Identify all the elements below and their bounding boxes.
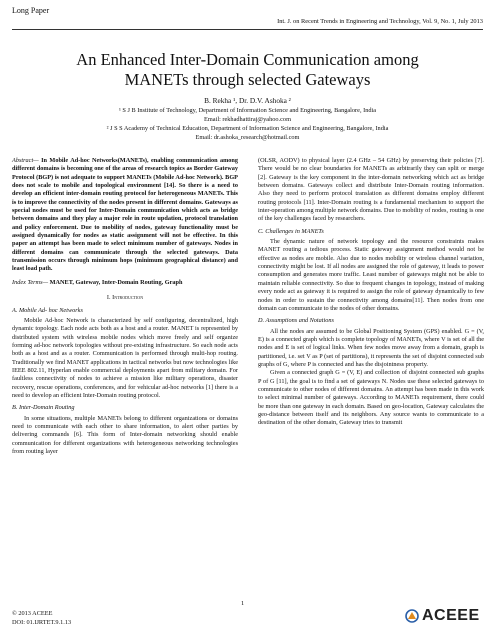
abstract (12, 157, 238, 274)
header-divider (12, 29, 483, 30)
paragraph-a: Mobile Ad-hoc Network is characterized by self configuring, decentralized, high dynamic topology. Each node acts both as a host and a router. MANET is represented by distributed system with wireless mobile nodes which move freely and self organize forming ad-hoc network topologies without pre-existing infrastructure. So each node acts both as a host and as a router. Communication is performed through multi-hop routing. Traditionally we find MANET applications in tactical networks but now technologies like IEEE 802.11, Hyperlan enable commercial deployments apart from military domain. For faultless connectivity of nodes to achieve a mission like military operations, disaster recovery, rescue operations, conferences, and for vehicular ad-hoc networks [1] there is a need to develop an efficient Inter-Domain routing protocol. (12, 316, 238, 399)
paragraph-c: The dynamic nature of network topology and the resource constraints makes MANET routing a tedious process. Static gateway assignment method would not be effective as nodes are mobile. Also due to nodes mobility or wireless channel variation, connectivity might be lost. If all nodes are assigned the role of gateway, it leads to power consumption and generates more traffic. Least number of gateways might not be able to maintain reliable connectivity. So due to frequent changes in topology, instead of making every node act as gateway it is required to assign the role of gateway dynamically to few nodes in order to sustain the connectivity among domains[11]. Then nodes from one domain can communicate to the nodes of other domains. (258, 238, 484, 312)
header-label: Long Paper (12, 6, 50, 15)
doi-identifier: DOI: 01.IJRTET.9.1.13 (12, 619, 72, 626)
page-number: 1 (241, 600, 245, 607)
paragraph-b: In some situations, multiple MANETs belong to different organizations or domains need to communicate with each other to share information, to alert other parties by delivering commands [6]. This form of Inter-domain networking should enable communication for different organizations with heterogeneous networking technologies from routing layer (12, 414, 238, 455)
author-list: B. Rekha ¹, Dr. D.V. Ashoka ² (204, 96, 291, 105)
email-1: Email: rekhadhattiraj@yahoo.com (204, 116, 291, 123)
title-line-2: MANETs through selected Gateways (124, 70, 371, 89)
subsection-heading-d: D. Assumptions and Notations (258, 317, 334, 325)
subsection-heading-b: B. Inter-Domain Routing (12, 404, 75, 412)
affiliation-1: ¹ S J B Institute of Technology, Department of Information Science and Engineering, Bangalore, India (118, 107, 377, 114)
index-terms-text: MANET, Gateway, Inter-Domain Routing, Graph (48, 278, 183, 286)
subsection-heading-a: A. Mobile Ad- hoc Networks (12, 306, 83, 314)
title-line-1: An Enhanced Inter-Domain Communication among (76, 50, 419, 69)
journal-citation: Int. J. on Recent Trends in Engineering and Technology, Vol. 9, No. 1, July 2013 (277, 18, 483, 25)
paper-title (30, 50, 465, 90)
index-terms-label: Index Terms— (12, 278, 49, 286)
logo-text: ACEEE (422, 607, 480, 624)
section-heading-introduction: I. Introduction (106, 294, 144, 302)
abstract-label: Abstract— (12, 157, 39, 164)
copyright-notice: © 2013 ACEEE (12, 610, 53, 617)
paragraph-continued: (OLSR, AODV) to physical layer (2.4 GHz – 54 GHz) by preserving their policies [7]. There would be no clear boundaries for MANETs as arbitrarily they can split or merge [2]. Gateway is the key component in the inter-domain networking which act as bridge between domains. Gateways collect and distribute Inter-Domain routing information. Also they need to perform protocol translation as different domains employ different routing protocols [11]. Inter-Domain routing is a fundamental mechanism to support the inter-operation among multiple network domains. Due to mobility of nodes, routing is one of the key challenges faced by researchers. (258, 157, 484, 223)
left-column (12, 157, 238, 456)
affiliation-2: ² J S S Academy of Technical Education, Department of Information Science and Engineering, Bangalore, India (106, 125, 389, 132)
footer-info (12, 609, 71, 627)
email-2: Email: dr.ashoka_research@hotmail.com (195, 134, 300, 141)
aceee-logo (405, 606, 480, 626)
paragraph-d1: All the nodes are assumed to be Global Positioning System (GPS) enabled. G = (V, E) is a connected graph which is complete topology of MANETs, where V is set of all the nodes and E is set of logical links. When few nodes move away from a domain, graph is partitioned, i.e. set V as P (set of partitions), it represents the set of disjoint connected sub graphs of G, where P is connected and has the disjointness property. (258, 327, 484, 368)
subsection-heading-c: C. Challenges in MANETs (258, 227, 324, 235)
logo-mark-icon (405, 609, 419, 623)
abstract-text: In Mobile Ad-hoc Networks(MANETs), enabling communication among different domains is becoming one of the areas of research topics as Border Gateway Protocol (BGP) is not adequate to support MANETs (Mobile Ad-hoc Network). BGP does not scale to mobile and topological environment [14]. So there is a need to develop an efficient inter-domain routing protocol for heterogeneous MANETs. This is to improve the connectivity of the nodes present in different domains. Gateways as special nodes must be used for Inter-Domain communication which acts as bridge between domains and they play a major role in route updation, protocol translation and policy enforcement. Due to mobility of nodes, gateway functionality must be assigned dynamically for nodes as static assignment will not be effective. In this paper an attempt has been made to select minimum number of gateways. Nodes in different domains can communicate through the selected gateways. Data transmission occurs through minimum hops (minimum geographical distance) and least load path. (12, 157, 238, 273)
index-terms (12, 279, 238, 287)
paragraph-d2: Given a connected graph G = (V, E) and collection of disjoint connected sub graphs P of G [11], the goal is to find a set of gateways N. Nodes use these selected gateways to communicate to other nodes of different domains. An attempt has been made in this work to select minimal number of gateways. According to MANETs requirement, there could be more than one gateway in each domain. Based on geo-location, Gateway calculates the geo-distance between itself and its neighbors. Any source wants to communicate to a destination of the other domain, Gateway tries to transmit (258, 369, 484, 427)
right-column (258, 157, 484, 428)
